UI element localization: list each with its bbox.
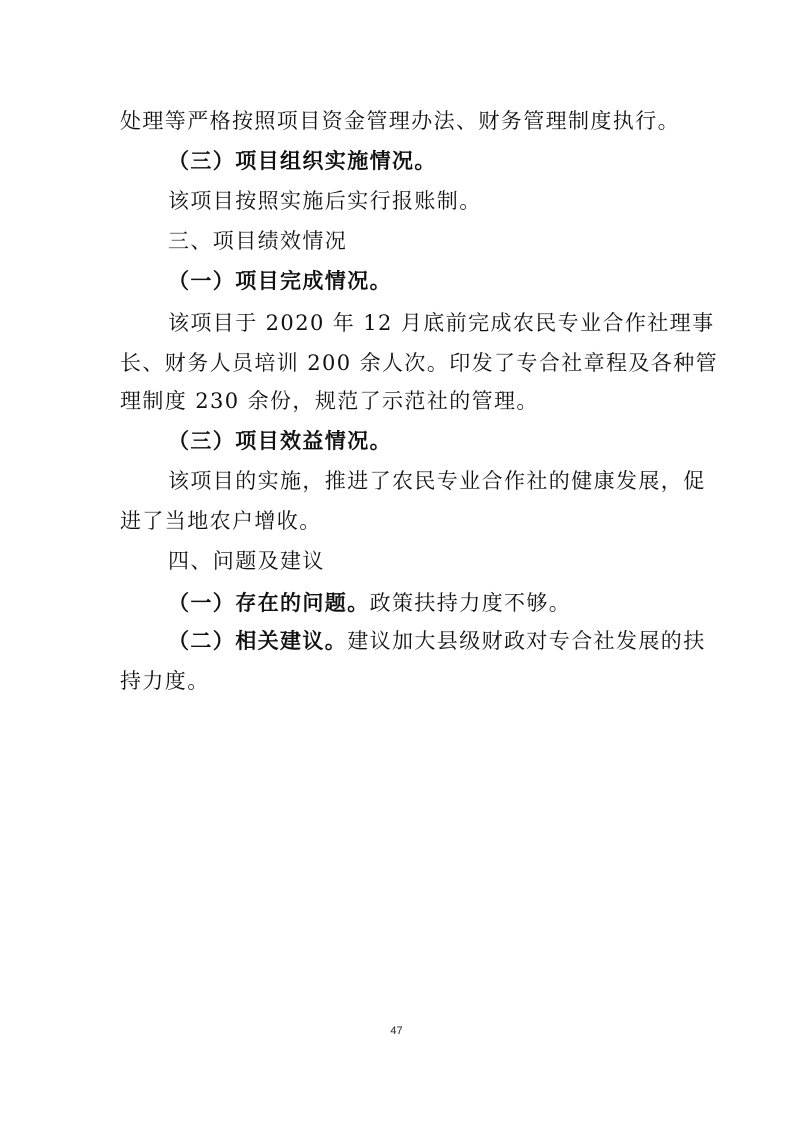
section-subheading: （三）项目组织实施情况。 xyxy=(168,148,437,173)
problem-lead: （一）存在的问题。 xyxy=(168,590,370,615)
paragraph-line: 处理等严格按照项目资金管理办法、财务管理制度执行。 xyxy=(120,109,680,133)
paragraph-line: 长、财务人员培训 200 余人次。印发了专合社章程及各种管 xyxy=(120,351,719,375)
paragraph-line: 理制度 230 余份，规范了示范社的管理。 xyxy=(120,389,539,413)
paragraph-line: 该项目于 2020 年 12 月底前完成农民专业合作社理事 xyxy=(168,311,715,335)
suggestion-text: 建议加大县级财政对专合社发展的扶 xyxy=(347,629,706,653)
problem-paragraph xyxy=(168,588,680,618)
paragraph-line: 该项目的实施，推进了农民专业合作社的健康发展，促 xyxy=(168,469,706,493)
section-heading: 三、项目绩效情况 xyxy=(168,229,348,253)
section-heading: 四、问题及建议 xyxy=(168,549,325,573)
paragraph-line: 该项目按照实施后实行报账制。 xyxy=(168,189,482,213)
suggestion-paragraph xyxy=(168,626,706,656)
section-subheading: （三）项目效益情况。 xyxy=(168,428,392,453)
paragraph-line: 持力度。 xyxy=(120,669,210,693)
paragraph-line: 进了当地农户增收。 xyxy=(120,509,322,533)
section-subheading: （一）项目完成情况。 xyxy=(168,268,392,293)
problem-text: 政策扶持力度不够。 xyxy=(369,591,572,615)
suggestion-lead: （二）相关建议。 xyxy=(168,628,348,653)
page-number: 47 xyxy=(390,1025,403,1037)
